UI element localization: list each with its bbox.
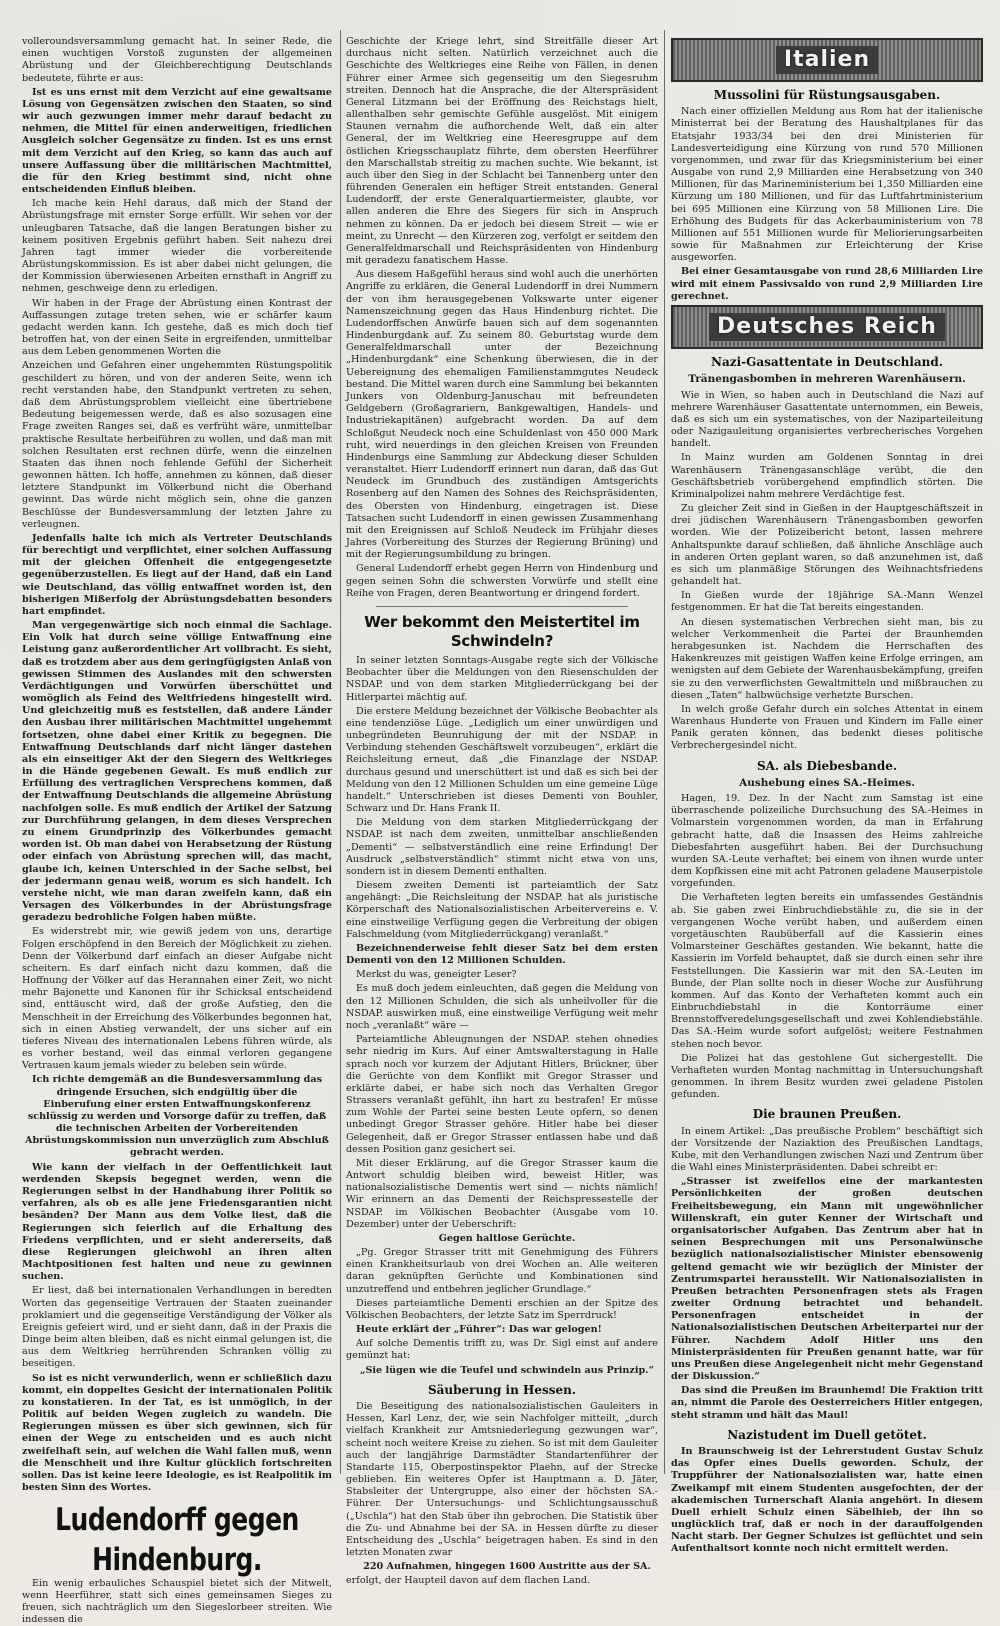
headline-nazi-gasattentate: Nazi-Gasattentate in Deutschland. — [711, 354, 943, 369]
article-paragraph: In einem Artikel: „Das preußische Problem“ beschäftigt sich der Vorsitzende der Naziaktion des Preußischen Landtags, Kube, mit den Verhandlungen zwischen Nazi und Zentrum über die Wahl eines Ministerpräsidenten. Dabei schreibt er: — [671, 1125, 983, 1174]
section-banner-deutsches-reich — [671, 305, 983, 349]
article-paragraph: An diesen systematischen Verbrechen sieht man, bis zu welcher Verkommenheit die Partei der Braunhemden herabgesunken ist. Nachdem die Herrschaften des Hakenkreuzes mit geistigen Waffen keine Erfolge erringen, am wenigsten auf dem Gebiete der Warenhausbekämpfung, greifen sie zu den verwerflichsten Gewaltmitteln und mißbrauchen zu diesen „Taten“ halbwüchsige verhetzte Burschen. — [671, 616, 983, 701]
article-subheading: Gegen haltlose Gerüchte. — [438, 1232, 576, 1244]
article-paragraph: „Strasser ist zweifellos eine der markantesten Persönlichkeiten der großen deutschen Freiheitsbewegung, ein Mann mit ungewöhnlicher Willenskraft, ein guter Kenner der Wirtschaft und organisatorischer Aufgaben. Das Zentrum aber hat in seinen Besprechungen mit uns Personalwünsche bezüglich nationalsozialistischer Minister ebensowenig geltend gemacht wie wir bezüglich der Minister der Zentrumspartei herausstellt. Wir Nationalsozialisten in Preußen betrachten Personenfragen stets als Fragen zweiter Ordnung betrachtet und behandelt. Personenfragen entscheidet in der Nationalsozialistischen Deutschen Arbeiterpartei nur der Führer. Nachdem Adolf Hitler uns den Ministerpräsidenten für Preußen genannt hatte, war für uns Preußen diese Angelegenheit nicht mehr Gegenstand der Diskussion.“ — [671, 1176, 983, 1383]
article-paragraph: Jedenfalls halte ich mich als Vertreter Deutschlands für berechtigt und verpflichtet, einer solchen Auffassung mit der gleichen Offenheit die entgegengesetzte gegenüberzustellen. Es liegt auf der Hand, daß ein Land wie Deutschland, das völlig entwaffnet worden ist, den bisherigen Mißerfolg der Abrüstungsdebatten besonders hart empfindet. — [22, 532, 332, 617]
article-paragraph: Bei einer Gesamtausgabe von rund 28,6 Milliarden Lire wird mit einem Passivsaldo von rund 2,9 Milliarden Lire gerechnet. — [671, 266, 983, 302]
article-paragraph: Zu gleicher Zeit sind in Gießen in der Hauptgeschäftszeit in drei jüdischen Warenhäusern Tränengasbomben geworfen worden. Wie der Polizeibericht betont, lassen mehrere Anhaltspunkte darauf schließen, daß ähnliche Anschläge auch in anderen Orten geplant waren, so daß anzunehmen ist, daß es sich um planmäßige Störungen des Weihnachtsfriedens gehandelt hat. — [671, 503, 983, 588]
article-paragraph: Er liest, daß bei internationalen Verhandlungen in beredten Worten das gegenseitige Vertrauen der Staaten zueinander proklamiert und die gegenseitige Verständigung der Völker als Ereignis gefeiert wird, und er sieht dann, daß in der Praxis die Dinge beim alten bleiben, daß es nicht einmal gelungen ist, die aus dem Weltkrieg herrührenden Schranken völlig zu beseitigen. — [22, 1285, 332, 1370]
article-paragraph: Die Polizei hat das gestohlene Gut sichergestellt. Die Verhafteten wurden Montag nachmittag in Untersuchungshaft genommen. In ihrem Besitz wurden zwei geladene Pistolen gefunden. — [671, 1052, 983, 1101]
article-paragraph: Hagen, 19. Dez. In der Nacht zum Samstag ist eine überraschende polizeiliche Durchsuchung des SA.-Heimes in Volmarstein vorgenommen worden, da man in Erfahrung gebracht hatte, daß die Insassen des Heims zahlreiche Diebesfahrten ausgeführt haben. Bei der Durchsuchung wurden SA.-Leute verhaftet; bei einem von ihnen wurde unter dem Kopfkissen eine mit acht Patronen geladene Mauserpistole vorgefunden. — [671, 793, 983, 890]
section-banner-label: Italien — [776, 46, 878, 74]
column-right — [671, 36, 983, 1555]
article-paragraph: Parteiamtliche Ableugnungen der NSDAP. stehen ohnedies sehr niedrig im Kurs. Auf einer Amtswalterstagung in Halle sprach noch vor kurzem der Adjutant Hitlers, Brückner, über die Gerüchte von dem Konflikt mit Gregor Strasser und erklärte dabei, er habe sich noch das Verhalten Gregor Strassers veranlaßt gefühlt, ihn hart zu bestrafen! Er müsse zum Wohle der Partei seine besten Leute opfern, so denen unbedingt Gregor Strasser gehöre. Hitler habe bei dieser Gelegenheit, daß er Gregor Strasser entlassen habe und daß dessen Position ganz gesichert sei. — [346, 1034, 658, 1155]
headline-ludendorff: Ludendorff gegen Hindenburg. — [55, 1501, 299, 1578]
article-paragraph: Diesem zweiten Dementi ist parteiamtlich der Satz angehängt: „Die Reichsleitung der NSDAP. hat als juristische Körperschaft des Nationalsozialistischen Arbeitervereins e. V. eine einstweilige Verfügung gegen die Verbreitung der obigen Falschmeldung (vom Mitgliederrückgang) veranlaßt.“ — [346, 880, 658, 940]
article-paragraph: Aus diesem Haßgefühl heraus sind wohl auch die unerhörten Angriffe zu erklären, die General Ludendorff in drei Nummern der von ihm herausgegebenen Volkswarte unter eigener Namenszeichnung gegen das Haus Hindenburg richtet. Die Ludendorffschen Anwürfe bauen sich auf dem sogenannten Hindenburgdank auf. Zu seinem 80. Geburtstag wurde dem Generalfeldmarschall unter der Bezeichnung „Hindenburgdank“ eine Schenkung überwiesen, die in der Uebereignung des ehemaligen Familienstammgutes Neudeck bestand. Die Mittel waren durch eine Sammlung bei bekannten Junkers von Oldenburg-Januschau mit befreundeten Geldgebern (Großagrariern, Bankgewaltigen, Handels- und Industriekapitänen) aufgebracht worden. Da auf dem Schloßgut Neudeck noch eine Schuldenlast von 450 000 Mark ruht, wird neuerdings in den gleichen Kreisen von Freunden Hindenburgs eine Sammlung zur Abdeckung dieser Schulden veranstaltet. Hierr Ludendorff erinnert nun daran, daß das Gut Neudeck im Grundbuch des zuständigen Amtsgerichts Rosenberg auf den Namen des Sohnes des Reichspräsidenten, des Obersten von Hindenburg, eingetragen ist. Diese Tatsachen sucht Ludendorff in einen gewissen Zusammenhang mit den Ereignissen auf Schloß Neudeck im Frühjahr dieses Jahres (Vorbereitung des Sturzes der Regierung Brüning) und mit der Regierungsumbildung zu bringen. — [346, 269, 658, 561]
article-paragraph: Merkst du was, geneigter Leser? — [356, 969, 517, 981]
article-paragraph: In Gießen wurde der 18jährige SA.-Mann Wenzel festgenommen. Er hat die Tat bereits eingestanden. — [671, 590, 983, 614]
column-rule-left — [340, 30, 341, 1474]
section-divider — [376, 606, 628, 607]
column-left — [22, 36, 332, 1626]
article-paragraph: Dieses parteiamtliche Dementi erschien an der Spitze des Völkischen Beobachters, der letzte Satz im Sperrdruck! — [346, 1297, 658, 1321]
article-paragraph: Die Beseitigung des nationalsozialistischen Gauleiters in Hessen, Karl Lenz, der, wie sein Nachfolger mitteilt, „durch vielfach Krankheit zur Amtsniederlegung gezwungen war“, scheint noch weitere Kreise zu ziehen. So ist mit dem Gauleiter auch der langjährige Darmstädter Standartenführer der Standarte 115, Oberpostinspektor Plaehn, auf der Strecke geblieben. Ein weiteres Opfer ist Hauptmann a. D. Jäter, Stabsleiter der Untergruppe, also einer der höchsten SA.-Führer. Der Untersuchungs- und Schlichtungsausschuß („Uschla“) hat den Stab über ihn gebrochen. Die Statistik über die Zu- und Abnahme bei der SA. in Hessen dürfte zu dieser Entscheidung des „Uschla“ beigetragen haben. Es sind in den letzten Monaten zwar — [346, 1401, 658, 1559]
article-paragraph: „Pg. Gregor Strasser tritt mit Genehmigung des Führers einen Krankheitsurlaub von drei Wochen an. Alle weiteren daran geknüpften Gerüchte und Kombinationen sind unzutreffend und entbehren jeglicher Grundlage.“ — [346, 1247, 658, 1295]
article-paragraph: In seiner letzten Sonntags-Ausgabe regte sich der Völkische Beobachter über die Meldungen von den Riesenschulden der NSDAP. und von dem starken Mitgliederrückgang bei der Hitlerpartei mächtig auf. — [346, 655, 658, 703]
article-paragraph: volleroundsversammlung gemacht hat. In seiner Rede, die einen wuchtigen Vorstoß zugunsten der allgemeinen Abrüstung und der Gleichberechtigung Deutschlands bedeutete, führte er aus: — [22, 36, 332, 84]
article-paragraph: Anzeichen und Gefahren einer ungehemmten Rüstungspolitik geschildert zu hören, und von der anderen Seite, wenn ich recht verstanden habe, den Standpunkt vertreten zu sehen, daß dem Abrüstungsproblem vielleicht eine übertriebene Bedeutung beigemessen werde, daß es also sozusagen eine Frage zweiten Ranges sei, daß es verfrüht wäre, unmittelbar praktische Resultate herbeiführen zu wollen, und daß man mit solchen Resultaten erst rechnen dürfe, wenn die einzelnen Staaten das ihnen noch fehlende Gefühl der Sicherheit gewonnen hätten. Ich hoffe, annehmen zu können, daß dieser letztere Standpunkt im Völkerbund nicht die Oberhand gewinnt. Das würde nicht möglich sein, ohne die ganzen Beschlüsse der Bundesversammlung der letzten Jahre zu verleugnen. — [22, 360, 332, 530]
section-banner-label: Deutsches Reich — [709, 313, 945, 341]
article-paragraph: Wie kann der vielfach in der Oeffentlichkeit laut werdenden Skepsis begegnet werden, wenn die Regierungen selbst in der Handhabung ihrer Politik so verfahren, als ob es alle jene Friedensgarantien nicht besänden? Der Mann aus dem Volke liest, daß die Regierungen sich feierlich auf die Erhaltung des Friedens verpflichten, und er sieht andererseits, daß diese Regierungen gleichwohl an ihren alten Machtpositionen fest halten und neue zu gewinnen suchen. — [22, 1161, 332, 1283]
headline-braune-preussen: Die braunen Preußen. — [752, 1107, 902, 1122]
article-quote: „Sie lügen wie die Teufel und schwindeln aus Prinzip.“ — [359, 1364, 655, 1376]
article-paragraph: Nach einer offiziellen Meldung aus Rom hat der italienische Ministerrat bei der Beratung des Haushaltplanes für das Etatsjahr 1933/34 bei den drei Ministerien für Landesverteidigung eine Kürzung von rund 570 Millionen vorgenommen, und zwar für das Kriegsministerium bei einer Ausgabe von rund 2,9 Milliarden eine Herabsetzung von 340 Millionen, für das Marineministerium bei 1,350 Milliarden eine Kürzung um 180 Millionen, und für das Luftfahrtministerium bei 695 Millionen eine Kürzung von 58 Millionen Lire. Die Erhöhung des Budgets für das Ackerbauministerium von 78 Millionen auf 551 Millionen wurde für Meliorierungsarbeiten sowie für Maßnahmen zur Erleichterung der Krise ausgeworfen. — [671, 106, 983, 264]
article-paragraph: Das sind die Preußen im Braunhemd! Die Fraktion tritt an, nimmt die Parole des Oesterreichers Hitler entgegen, steht stramm und hält das Maul! — [671, 1385, 983, 1421]
headline-mussolini: Mussolini für Rüstungsausgaben. — [713, 88, 941, 102]
article-paragraph: Ein wenig erbauliches Schauspiel bietet sich der Mitwelt, wenn Heerführer, statt sich eines gemeinsamen Sieges zu freuen, sich nachträglich um den Siegeslorbeer streiten. Wie indessen die — [22, 1577, 332, 1626]
column-rule-right — [664, 30, 665, 1474]
article-paragraph: In Mainz wurden am Goldenen Sonntag in drei Warenhäusern Tränengasanschläge verübt, die den Geschäftsbetrieb vorübergehend empfindlich störten. Die Kriminalpolizei nahm mehrere Verdächtige fest. — [671, 452, 983, 500]
article-paragraph: Es widerstrebt mir, wie gewiß jedem von uns, derartige Folgen erschöpfend in den Bereich der Möglichkeit zu ziehen. Denn der Völkerbund darf einfach an dieser Aufgabe nicht scheitern. Es darf einfach nicht dazu kommen, daß die Hoffnung der Völker auf das Herannahen einer Zeit, wo nicht mehr Bajonette und Kanonen für ihr Schicksal entscheidend sind, enttäuscht wird, daß der große Aufstieg, den die Menschheit in der Erreichung des Völkerbundes begonnen hat, sich in einen Abstieg verwandelt, der uns sicher auf ein tieferes Niveau des internationalen Lebens führen würde, als es vorher bestand, weil das einmal verloren gegangene Vertrauen kaum jemals wieder zu beleben sein würde. — [22, 926, 332, 1072]
article-paragraph: In welch große Gefahr durch ein solches Attentat in einem Warenhaus Hunderte von Frauen und Kindern im Falle einer Panik geraten können, das bedenkt dieses politische Verbrechergesindel nicht. — [671, 703, 983, 752]
headline-meistertitel: Wer bekommt den Meistertitel im Schwindeln? — [364, 612, 640, 650]
article-paragraph: Es muß doch jedem einleuchten, daß gegen die Meldung von den 12 Millionen Schulden, die sich als unheilvoller für die NSDAP. auswirken muß, eine einstweilige Verfügung weit mehr noch „veranlaßt“ wäre — — [346, 983, 658, 1031]
article-paragraph: Bezeichnenderweise fehlt dieser Satz bei dem ersten Dementi von den 12 Millionen Schulden. — [346, 942, 658, 967]
headline-sa-diebesbande: SA. als Diebesbande. — [756, 758, 898, 773]
article-paragraph: Ist es uns ernst mit dem Verzicht auf eine gewaltsame Lösung von Gegensätzen zwischen den Staaten, so sind wir auch gezwungen immer mehr darauf bedacht zu nehmen, die Mittel für einen anderweitigen, friedlichen Ausgleich solcher Gegensätze zu finden. Ist es uns ernst mit dem Verzicht auf den Krieg, so kann das auch auf unsere Auffassung über die militärischen Machtmittel, die für den Krieg bestimmt sind, nicht ohne entscheidenden Einfluß bleiben. — [22, 86, 332, 196]
article-paragraph: Wie in Wien, so haben auch in Deutschland die Nazi auf mehrere Warenhäuser Gasattentate unternommen, ein Beweis, daß es sich um ein systematisches, von der Naziparteileitung oder Nazigauleitung organisiertes verbrecherisches Vorgehen handelt. — [671, 389, 983, 450]
headline-nazistudent-duell: Nazistudent im Duell getötet. — [727, 1427, 927, 1442]
article-paragraph: So ist es nicht verwunderlich, wenn er schließlich dazu kommt, ein doppeltes Gesicht der internationalen Politik zu konstatieren. In der Tat, es ist unmöglich, in der Politik auf beiden Wegen zugleich zu wandeln. Die Regierungen müssen es über sich gewinnen, sich für einen der Wege zu entscheiden und es auch nicht zweifelhaft sein, auf welchen die Wahl fallen muß, wenn die Menschheit und ihre Kultur glücklich fortschreiten sollen. Das ist keine leere Ideologie, es ist Realpolitik im besten Sinn des Wortes. — [22, 1372, 332, 1494]
article-paragraph: General Ludendorff erhebt gegen Herrn von Hindenburg und gegen seinen Sohn die schwersten Vorwürfe und stellt eine Reihe von Fragen, deren Beantwortung er dringend fordert. — [346, 563, 658, 599]
article-paragraph: Die Meldung von dem starken Mitgliederrückgang der NSDAP. ist nach dem zweiten, unmittelbar anschließenden „Dementi“ — selbstverständlich eine reine Erfindung! Der Ausdruck „selbstverständlich“ stimmt nicht etwa von uns, sondern ist in diesem Dementi enthalten. — [346, 817, 658, 877]
section-banner-italien — [671, 38, 983, 82]
subheadline-traenengas: Tränengasbomben in mehreren Warenhäusern. — [688, 373, 966, 386]
article-paragraph: Die Verhafteten legten bereits ein umfassendes Geständnis ab. Sie gaben zwei Einbruchdiebstähle zu, die sie in der vergangenen Woche verübt haben, und außerdem einen vorgetäuschten Raubüberfall auf die Kassierin eines Volmarsteiner Geschäftes gestanden. Wie bekannt, hatte die Kassierin im Vorfeld behauptet, daß sie durch einen sehr ihre Feststellungen. Die Kassierin war mit den SA.-Leuten im Bunde, der Plan sollte noch in dieser Woche zur Ausführung kommen. Auf das Konto der Verhafteten kommt auch ein Einbruchdiebstahl in die Kontorräume einer Brennstoffveredelungsgesellschaft und zwei Kohlendiebstähle. Das SA.-Heim wurde sofort aufgelöst; weitere Festnahmen stehen noch bevor. — [671, 892, 983, 1050]
article-paragraph: Geschichte der Kriege lehrt, sind Streitfälle dieser Art durchaus nicht selten. Natürlich verzeichnet auch die Geschichte des Weltkrieges eine Reihe von Fällen, in denen Führer einer Armee sich gegenseitig um den Siegesruhm streiten. Dennoch hat die Ansprache, die der Alterspräsident General Litzmann bei der Eröffnung des Reichstags hielt, allenthalben sehr gemischte Gefühle ausgelöst. Mit einigem Staunen vernahm die aufhorchende Welt, daß ein alter General, der im Weltkrieg eine Heeresgruppe auf dem östlichen Kriegsschauplatz führte, dem obersten Heerführer den Marschallstab streitig zu machen suchte. Wie bekannt, ist auch über den Sieg in der Schlacht bei Tannenberg unter den führenden Generalen ein heftiger Streit entstanden. General Ludendorff, der erste Generalquartiermeister, glaubte, vor allen anderen die Ehre des Siegers für sich in Anspruch nehmen zu können. Da er jedoch bei diesem Streit — wie er meint, zu Unrecht — den Kürzeren zog, verfolgt er seitdem den Generalfeldmarschall und Reichspräsidenten von Hindenburg mit geradezu fanatischem Hasse. — [346, 36, 658, 267]
article-highlight: 220 Aufnahmen, hingegen 1600 Austritte aus der SA. — [363, 1561, 651, 1573]
article-paragraph: Heute erklärt der „Führer“: Das war gelogen! — [356, 1324, 602, 1336]
article-paragraph: Mit dieser Erklärung, auf die Gregor Strasser kaum die Antwort schuldig bleiben wird, beweist Hitler, was nationalsozialistische Dementis wert sind — nichts nämlich! Wir erinnern an das Dementi der Reichspressestelle der NSDAP. im Völkischen Beobachter (Ausgabe vom 10. Dezember) unter der Ueberschrift: — [346, 1157, 658, 1230]
article-paragraph: Auf solche Dementis trifft zu, was Dr. Sigl einst auf andere gemünzt hat: — [346, 1338, 658, 1362]
subheadline-sa-heim: Aushebung eines SA.-Heimes. — [739, 776, 915, 789]
headline-hessen: Säuberung in Hessen. — [427, 1382, 576, 1397]
article-paragraph: Ich richte demgemäß an die Bundesversammlung das dringende Ersuchen, sich endgültig über die Einberufung einer ersten Entwaffnungskonferenz schlüssig zu werden und Vorsorge dafür zu treffen, daß die technischen Arbeiten der Vorbereitenden Abrüstungskommission nun unverzüglich zum Abschluß gebracht werden. — [25, 1074, 329, 1159]
article-paragraph: erfolgt, der Haupteil davon auf dem flachen Land. — [346, 1575, 591, 1587]
article-paragraph: In Braunschweig ist der Lehrerstudent Gustav Schulz das Opfer eines Duells geworden. Schulz, der Truppführer der Nationalsozialisten war, hatte einen Zweikampf mit einem Studenten ausgefochten, der der akademischen Turnerschaft Alania angehört. In diesem Duell erhielt Schulz einen Säbelhieb, der ihn so unglücklich traf, daß er noch in der darauffolgenden Nacht starb. Der Gegner Schulzes ist geflüchtet und sein Aufenthaltsort konnte noch nicht ermittelt werden. — [671, 1445, 983, 1555]
article-paragraph: Die erstere Meldung bezeichnet der Völkische Beobachter als eine tendenziöse Lüge. „Lediglich um einer unwürdigen und unbegründeten Beunruhigung der mit der NSDAP. in Verbindung stehenden Geschäftswelt vorzubeugen“, erklärt die Reichsleitung erneut, daß „die Finanzlage der NSDAP. durchaus gesund und unerschüttert ist und daß es sich bei der Meldung von den 12 Millionen Schulden um eine gemeine Lüge handelt.“ Unterschrieben ist dieses Dementi von Bouhler, Schwarz und Dr. Hans Frank II. — [346, 705, 658, 815]
column-middle — [346, 36, 658, 1587]
article-paragraph: Man vergegenwärtige sich noch einmal die Sachlage. Ein Volk hat durch seine völlige Entwaffnung eine Leistung ganz außerordentlicher Art vollbracht. Es sieht, daß es trotzdem aber aus dem geringfügigsten Anlaß von gewissen Stimmen des Auslandes mit den schwersten Verdächtigungen und Vorwürfen überschüttet und womöglich als Feind des Weltfriedens hingestellt wird. Und gleichzeitig muß es feststellen, daß andere Länder den Ausbau ihrer militärischen Machtmittel ungehemmt fortsetzen, ohne dabei einer Kritik zu begegnen. Die Entwaffnung Deutschlands darf nicht länger dastehen als ein einseitiger Akt der den Siegern des Weltkrieges in die Hände gegebenen Gewalt. Es muß endlich zur Erfüllung des vertraglichen Versprechens kommen, daß der Entwaffnung Deutschlands die allgemeine Abrüstung nachfolgen solle. Es muß endlich der Artikel der Satzung zur Durchführung gelangen, in dem dieses Versprechen zu einem Grundprinzip des Völkerbundes gemacht worden ist. Ob man dabei von Herabsetzung der Rüstung oder einfach von Abrüstung sprechen will, das macht, glaube ich, keinen Unterschied in der Sache selbst, bei der jedermann genau weiß, worum es sich handelt. Ich verstehe nicht, wie man daran zweifeln kann, daß ein Versagen des Völkerbundes in der Abrüstungsfrage geradezu bedrohliche Folgen haben müßte. — [22, 620, 332, 924]
article-paragraph: Wir haben in der Frage der Abrüstung einen Kontrast der Auffassungen zutage treten sehen, wie er schärfer kaum gedacht werden kann. Ich gestehe, daß es mich doch tief betroffen hat, von der einen Seite in ergreifenden, unmittelbar aus dem Leben genommenen Worten die — [22, 297, 332, 358]
article-paragraph: Ich mache kein Hehl daraus, daß mich der Stand der Abrüstungsfrage mit ernster Sorge erfüllt. Wir sehen vor der unleugbaren Tatsache, daß die langen Beratungen bisher zu keinem positiven Ergebnis geführt haben. Seit nahezu drei Jahren tagt immer wieder die vorbereitende Abrüstungskommission. Es ist aber dabei nicht gelungen, die der Kommission überwiesenen Arbeiten ernsthaft in Angriff zu nehmen, geschweige denn zu erledigen. — [22, 198, 332, 295]
